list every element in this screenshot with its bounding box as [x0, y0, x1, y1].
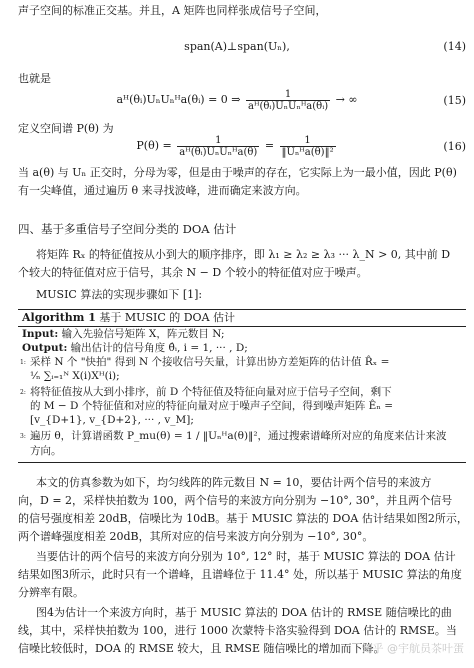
section-heading: 四、基于多重信号子空间分类的 DOA 估计: [18, 222, 237, 236]
paragraph-line: 的信号强度相差 20dB，信噪比为 10dB。基于 MUSIC 算法的 DOA 估计结果如图2所示，: [18, 512, 468, 525]
fraction-numerator: 1: [177, 135, 259, 147]
algorithm-label: Algorithm 1: [22, 311, 96, 324]
equation-text: → ∞: [335, 93, 358, 106]
equation-text: P(θ) =: [136, 139, 172, 152]
algorithm-top-rule: [18, 309, 466, 310]
paragraph-line: 图4为估计一个来波方向时，基于 MUSIC 算法的 DOA 估计的 RMSE 随信噪比的曲: [36, 606, 452, 619]
algorithm-step: 的 M − D 个特征值和对应的特征向量对应于噪声子空间，得到噪声矩阵 Êₙ =: [30, 400, 393, 412]
fraction: [246, 89, 330, 112]
equation-14: span(A)⊥span(Uₙ),: [184, 40, 290, 53]
output-label: Output:: [22, 342, 68, 354]
algorithm-step: 方向。: [30, 445, 62, 457]
algorithm-step: 将特征值按从大到小排序，前 D 个特征值及特征向量对应于信号子空间，剩下: [30, 386, 392, 398]
step-number: 1:: [20, 359, 26, 366]
algorithm-title: [22, 311, 235, 325]
algorithm-step: ¹⁄ₙ ∑ᵢ₌₁ᴺ X(i)Xᴴ(i);: [30, 370, 120, 382]
paragraph-line: 也就是: [18, 72, 51, 85]
watermark: 知乎 @宇航员茶叶蛋: [361, 642, 464, 655]
algorithm-step: 采样 N 个 "快拍" 得到 N 个接收信号矢量，计算出协方差矩阵的估计值 R̂ₓ =: [30, 356, 390, 368]
algorithm-mid-rule: [18, 326, 466, 327]
fraction-numerator: 1: [280, 135, 336, 147]
paragraph-line: 分辨率有限。: [18, 586, 84, 599]
equation-number: (14): [443, 40, 466, 53]
paragraph-line: 本文的仿真参数为如下，均匀线阵的阵元数目 N = 10，要估计两个信号的来波方: [36, 476, 432, 489]
paragraph-line: MUSIC 算法的实现步骤如下 [1]:: [36, 288, 203, 301]
paragraph-line: 向，D = 2，采样快拍数为 100，两个信号的来波方向分别为 −10°, 30°，并且两个信号: [18, 494, 453, 507]
step-number: 2:: [20, 389, 26, 396]
paragraph-line: 当 a(θ) 与 Uₙ 正交时，分母为零，但是由于噪声的存在，它实际上为一最小值，因此 P(θ): [18, 166, 457, 179]
equation-15: [0, 88, 474, 112]
algorithm-step: [v_{D+1}, v_{D+2}, ··· , v_M];: [30, 414, 194, 426]
paragraph-line: 线，其中，采样快拍数为 100，进行 1000 次蒙特卡洛实验得到 DOA 估计的 RMSE。当: [18, 624, 457, 637]
algorithm-input: [22, 328, 225, 341]
algorithm-caption: 基于 MUSIC 的 DOA 估计: [95, 311, 236, 324]
paragraph-line: 信噪比较低时，DOA 的 RMSE 较大，且 RMSE 随信噪比的增加而下降。: [18, 642, 385, 655]
input-text: 输入先验信号矩阵 X，阵元数目 N;: [58, 328, 225, 340]
fraction-numerator: 1: [246, 89, 330, 101]
algorithm-step: 遍历 θ，计算谱函数 P_mu(θ) = 1 / ‖Uₙᴴa(θ)‖²，通过搜索谱峰所对应的角度来估计来波: [30, 430, 447, 442]
equation-number: (15): [443, 94, 466, 107]
fraction: [280, 135, 336, 158]
equation-text: =: [264, 139, 275, 152]
equation-number: (16): [443, 140, 466, 153]
step-number: 3:: [20, 433, 26, 440]
fraction-denominator: ‖Uₙᴴa(θ)‖²: [281, 146, 334, 158]
equation-text: aᴴ(θᵢ)UₙUₙᴴa(θᵢ) = 0 ⇒: [116, 93, 241, 106]
paragraph-line: 定义空间谱 P(θ) 为: [18, 122, 114, 135]
algorithm-output: [22, 342, 248, 355]
paragraph-line: 声子空间的标准正交基。并且，A 矩阵也同样张成信号子空间，: [18, 4, 327, 17]
paragraph-line: 有一尖峰值，通过遍历 θ 来寻找波峰，进而确定来波方向。: [18, 184, 307, 197]
fraction-denominator: aᴴ(θᵢ)UₙUₙᴴa(θᵢ): [248, 100, 329, 112]
paragraph-line: 两个谱峰强度相差 20dB，其所对应的信号来波方向分别为 −10°, 30°。: [18, 530, 374, 543]
output-text: 输出估计的信号角度 θ̂ᵢ, i = 1, ··· , D;: [67, 342, 248, 354]
fraction-denominator: aᴴ(θᵢ)UₙUₙᴴa(θ): [179, 146, 258, 158]
paragraph-line: 结果如图3所示，此时只有一个谱峰，且谱峰位于 11.4° 处，所以基于 MUSIC 算法的角度: [18, 568, 462, 581]
equation-16: [0, 134, 474, 158]
fraction: [177, 135, 259, 158]
algorithm-bottom-rule: [18, 462, 466, 463]
paragraph-line: 当要估计的两个信号的来波方向分别为 10°, 12° 时，基于 MUSIC 算法的 DOA 估计: [36, 550, 456, 563]
paragraph-line: 个较大的特征值对应于信号，其余 N − D 个较小的特征值对应于噪声。: [18, 266, 368, 279]
input-label: Input:: [22, 328, 59, 340]
paragraph-line: 将矩阵 Rₓ 的特征值按从小到大的顺序排序，即 λ₁ ≥ λ₂ ≥ λ₃ ··· λ_N > 0, 其中前 D: [36, 248, 451, 261]
